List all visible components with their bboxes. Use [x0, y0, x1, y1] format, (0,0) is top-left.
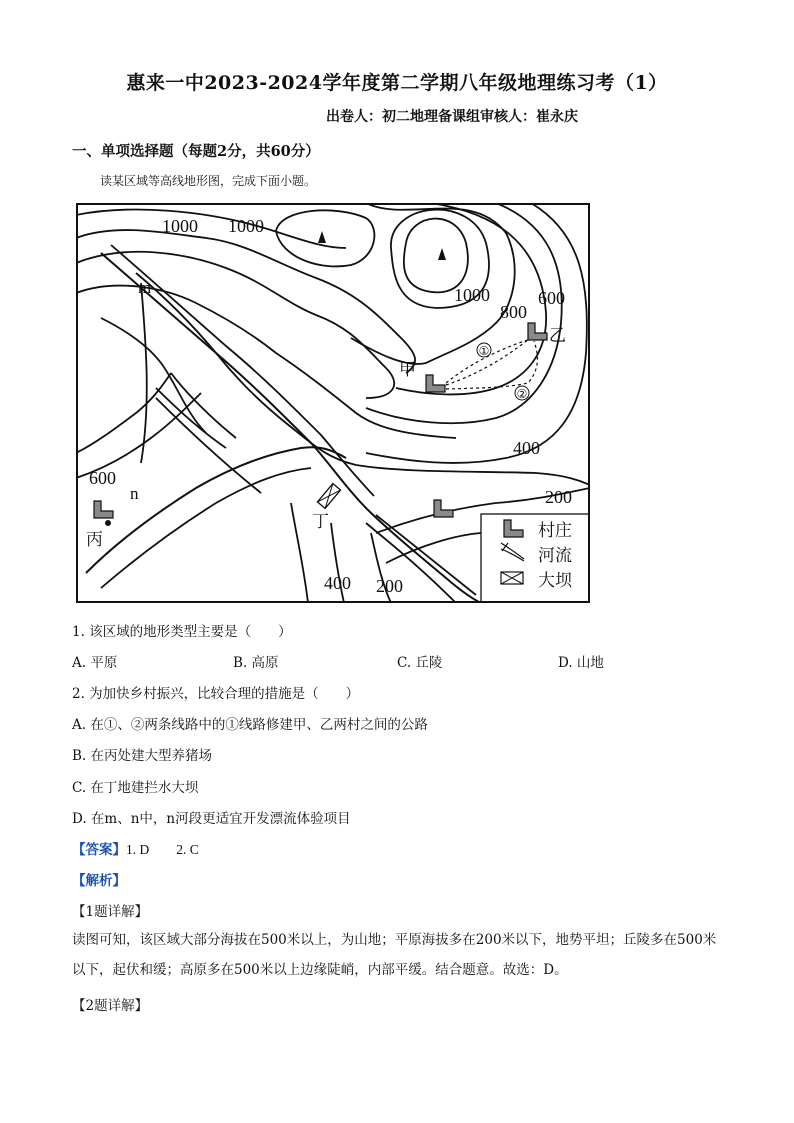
contour-label: 400 — [513, 438, 540, 458]
contour-label: 1000 — [454, 285, 490, 305]
contour-label: 600 — [538, 288, 565, 308]
route-label-1: ① — [478, 344, 490, 358]
page-subtitle: 出卷人：初二地理备课组审核人：崔永庆 — [326, 109, 578, 125]
q1-option-c[interactable]: C. 丘陵 — [397, 655, 443, 671]
legend — [481, 514, 590, 603]
answer-row — [72, 838, 199, 858]
label-bing: 丙 — [86, 530, 103, 549]
contour-label: 200 — [545, 487, 572, 507]
route-label-2: ② — [516, 387, 528, 401]
point-bing — [105, 520, 111, 526]
contour-line — [386, 533, 481, 563]
q1-option-b[interactable]: B. 高原 — [233, 655, 279, 671]
contour-label: 200 — [376, 576, 403, 596]
legend-label: 大坝 — [538, 571, 572, 591]
question-1-stem: 1. 该区域的地形类型主要是（ ） — [72, 624, 292, 640]
answer-text: 1. D 2. C — [126, 842, 199, 857]
legend-label: 村庄 — [538, 521, 572, 541]
legend-label: 河流 — [538, 546, 572, 566]
contour-line — [276, 210, 374, 266]
village-jia — [426, 375, 445, 392]
contour-label: 600 — [89, 468, 116, 488]
contour-line — [291, 503, 308, 603]
detail-2-tag: 【2题详解】 — [72, 998, 149, 1014]
contour-map — [76, 203, 590, 603]
dam-ding — [317, 484, 340, 509]
analysis-tag: 【解析】 — [72, 873, 126, 889]
contour-line — [351, 203, 515, 364]
village-bing — [94, 501, 113, 518]
village-yi — [528, 323, 547, 340]
q2-option-c[interactable]: C. 在丁地建拦水大坝 — [72, 780, 199, 796]
contour-label: 1000 — [228, 216, 264, 236]
contour-line — [76, 210, 346, 248]
q2-option-d[interactable]: D. 在m、n中，n河段更适宜开发漂流体验项目 — [72, 811, 351, 827]
question-2-stem: 2. 为加快乡村振兴，比较合理的措施是（ ） — [72, 686, 360, 702]
peak-icon — [318, 231, 326, 243]
label-m: m — [138, 278, 152, 297]
river-tributary — [171, 373, 236, 438]
answer-tag: 【答案】 — [72, 842, 126, 858]
contour-line — [141, 283, 147, 463]
detail-1-text: 读图可知，该区域大部分海拔在500米以上，为山地；平原海拔多在200米以下，地势平坦；丘陵多在500米以下，起伏和缓；高原多在500米以上边缘陡峭，内部平缓。结合题意。故选：D。 — [72, 932, 717, 978]
q2-option-a[interactable]: A. 在①、②两条线路中的①线路修建甲、乙两村之间的公路 — [72, 717, 428, 733]
intro-text: 读某区域等高线地形图，完成下面小题。 — [100, 174, 317, 188]
label-yi: 乙 — [549, 326, 566, 345]
q1-option-d[interactable]: D. 山地 — [558, 655, 604, 671]
q2-option-b[interactable]: B. 在丙处建大型养猪场 — [72, 748, 213, 764]
river-n — [86, 447, 346, 573]
contour-line — [101, 318, 206, 433]
river-m-bank — [156, 398, 261, 493]
q1-option-a[interactable]: A. 平原 — [72, 655, 118, 671]
detail-1-tag: 【1题详解】 — [72, 904, 149, 920]
contour-label: 400 — [324, 573, 351, 593]
contour-label: 800 — [500, 302, 527, 322]
contour-line — [76, 393, 201, 478]
section-title: 一、单项选择题（每题2分，共60分） — [72, 143, 320, 160]
label-n: n — [130, 484, 139, 503]
page-title: 惠来一中2023-2024学年度第二学期八年级地理练习考（1） — [126, 72, 668, 94]
village-east — [434, 500, 453, 517]
label-jia: 甲 — [399, 360, 416, 379]
dam-icon — [501, 572, 523, 584]
contour-label: 1000 — [162, 216, 198, 236]
peak-icon — [438, 248, 446, 260]
label-ding: 丁 — [312, 512, 329, 531]
contour-line — [76, 373, 171, 453]
contour-line — [404, 219, 468, 293]
